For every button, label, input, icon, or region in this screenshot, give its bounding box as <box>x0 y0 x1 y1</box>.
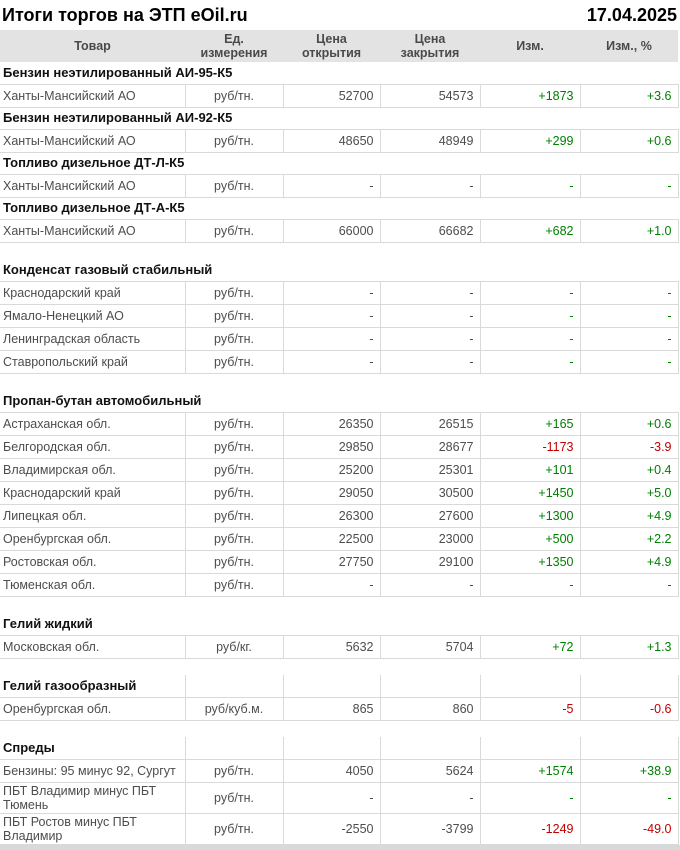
product-cell: Ханты-Мансийский АО <box>0 129 185 152</box>
product-cell: Владимирская обл. <box>0 458 185 481</box>
change-pct-cell: - <box>580 782 678 813</box>
col-header-close-price: Цена закрытия <box>380 30 480 62</box>
section-title: Пропан-бутан автомобильный <box>0 390 678 412</box>
table-row <box>0 782 678 813</box>
change-cell: +1350 <box>480 550 580 573</box>
open-price-cell: - <box>283 327 380 350</box>
close-price-cell: - <box>380 573 480 596</box>
open-price-cell: 26300 <box>283 504 380 527</box>
change-cell: - <box>480 304 580 327</box>
change-cell: - <box>480 281 580 304</box>
unit-cell: руб/тн. <box>185 304 283 327</box>
table-row <box>0 129 678 152</box>
close-price-cell: 27600 <box>380 504 480 527</box>
spacer-row <box>0 596 678 613</box>
change-cell: -5 <box>480 697 580 720</box>
product-cell: Ханты-Мансийский АО <box>0 84 185 107</box>
change-cell: -1249 <box>480 813 580 844</box>
product-cell: Тюменская обл. <box>0 573 185 596</box>
change-cell: +1873 <box>480 84 580 107</box>
close-price-cell: - <box>380 782 480 813</box>
section-empty-cell <box>185 737 283 759</box>
unit-cell: руб/тн. <box>185 759 283 782</box>
change-pct-cell: - <box>580 304 678 327</box>
unit-cell: руб/тн. <box>185 129 283 152</box>
product-cell: Ямало-Ненецкий АО <box>0 304 185 327</box>
table-row <box>0 504 678 527</box>
spacer-row <box>0 373 678 390</box>
close-price-cell: 29100 <box>380 550 480 573</box>
section-title: Гелий жидкий <box>0 613 678 635</box>
open-price-cell: - <box>283 174 380 197</box>
product-cell: Оренбургская обл. <box>0 697 185 720</box>
table-row <box>0 759 678 782</box>
table-row <box>0 84 678 107</box>
section-empty-cell <box>480 675 580 697</box>
unit-cell: руб/куб.м. <box>185 697 283 720</box>
product-cell: Оренбургская обл. <box>0 527 185 550</box>
table-row <box>0 281 678 304</box>
section-header-row <box>0 62 678 84</box>
change-pct-cell: +0.4 <box>580 458 678 481</box>
title-bar <box>0 0 680 30</box>
section-empty-cell <box>283 737 380 759</box>
section-title: Бензин неэтилированный АИ-92-К5 <box>0 107 678 129</box>
col-header-open-price: Цена открытия <box>283 30 380 62</box>
close-price-cell: 54573 <box>380 84 480 107</box>
change-cell: - <box>480 350 580 373</box>
change-cell: +500 <box>480 527 580 550</box>
section-header-row <box>0 259 678 281</box>
section-header-row <box>0 675 678 697</box>
section-title: Гелий газообразный <box>0 675 185 697</box>
close-price-cell: - <box>380 281 480 304</box>
change-cell: +165 <box>480 412 580 435</box>
unit-cell: руб/тн. <box>185 813 283 844</box>
table-row <box>0 174 678 197</box>
product-cell: Краснодарский край <box>0 481 185 504</box>
col-header-change: Изм. <box>480 30 580 62</box>
open-price-cell: - <box>283 350 380 373</box>
open-price-cell: 26350 <box>283 412 380 435</box>
table-header <box>0 30 678 62</box>
change-pct-cell: +0.6 <box>580 412 678 435</box>
section-header-row <box>0 107 678 129</box>
header-row <box>0 30 678 62</box>
section-title: Топливо дизельное ДТ-А-К5 <box>0 197 678 219</box>
table-row <box>0 350 678 373</box>
change-cell: +72 <box>480 635 580 658</box>
close-price-cell: - <box>380 174 480 197</box>
change-pct-cell: - <box>580 350 678 373</box>
report-date: 17.04.2025 <box>586 4 677 25</box>
change-cell: +1300 <box>480 504 580 527</box>
unit-cell: руб/тн. <box>185 84 283 107</box>
table-row <box>0 458 678 481</box>
change-cell: +101 <box>480 458 580 481</box>
change-pct-cell: -3.9 <box>580 435 678 458</box>
open-price-cell: - <box>283 281 380 304</box>
section-empty-cell <box>380 737 480 759</box>
unit-cell: руб/тн. <box>185 435 283 458</box>
spacer-row <box>0 242 678 259</box>
product-cell: ПБТ Ростов минус ПБТ Владимир <box>0 813 185 844</box>
product-cell: Липецкая обл. <box>0 504 185 527</box>
table-row <box>0 573 678 596</box>
spacer-cell <box>0 242 678 259</box>
open-price-cell: - <box>283 782 380 813</box>
section-title: Бензин неэтилированный АИ-95-К5 <box>0 62 678 84</box>
open-price-cell: 5632 <box>283 635 380 658</box>
product-cell: Ханты-Мансийский АО <box>0 219 185 242</box>
product-cell: Белгородская обл. <box>0 435 185 458</box>
change-pct-cell: +0.6 <box>580 129 678 152</box>
unit-cell: руб/кг. <box>185 635 283 658</box>
col-header-change-pct: Изм., % <box>580 30 678 62</box>
open-price-cell: 29050 <box>283 481 380 504</box>
change-pct-cell: +4.9 <box>580 504 678 527</box>
section-empty-cell <box>480 737 580 759</box>
table-row <box>0 481 678 504</box>
open-price-cell: 29850 <box>283 435 380 458</box>
change-cell: - <box>480 327 580 350</box>
section-title: Конденсат газовый стабильный <box>0 259 678 281</box>
change-pct-cell: - <box>580 327 678 350</box>
unit-cell: руб/тн. <box>185 481 283 504</box>
table-row <box>0 697 678 720</box>
col-header-product: Товар <box>0 30 185 62</box>
unit-cell: руб/тн. <box>185 782 283 813</box>
unit-cell: руб/тн. <box>185 350 283 373</box>
close-price-cell: - <box>380 304 480 327</box>
change-pct-cell: +4.9 <box>580 550 678 573</box>
section-empty-cell <box>380 675 480 697</box>
section-title: Топливо дизельное ДТ-Л-К5 <box>0 152 678 174</box>
table-row <box>0 550 678 573</box>
close-price-cell: 860 <box>380 697 480 720</box>
product-cell: ПБТ Владимир минус ПБТ Тюмень <box>0 782 185 813</box>
change-pct-cell: - <box>580 174 678 197</box>
unit-cell: руб/тн. <box>185 550 283 573</box>
change-cell: -1173 <box>480 435 580 458</box>
section-empty-cell <box>283 675 380 697</box>
table-body <box>0 62 678 844</box>
unit-cell: руб/тн. <box>185 281 283 304</box>
product-cell: Ростовская обл. <box>0 550 185 573</box>
section-header-row <box>0 390 678 412</box>
change-pct-cell: +2.2 <box>580 527 678 550</box>
change-cell: +1450 <box>480 481 580 504</box>
spacer-cell <box>0 596 678 613</box>
open-price-cell: - <box>283 304 380 327</box>
open-price-cell: 4050 <box>283 759 380 782</box>
close-price-cell: 66682 <box>380 219 480 242</box>
col-header-unit: Ед. измерения <box>185 30 283 62</box>
unit-cell: руб/тн. <box>185 219 283 242</box>
unit-cell: руб/тн. <box>185 412 283 435</box>
spacer-cell <box>0 720 678 737</box>
table-row <box>0 813 678 844</box>
page-title: Итоги торгов на ЭТП eOil.ru <box>2 4 248 25</box>
table-row <box>0 304 678 327</box>
spacer-row <box>0 658 678 675</box>
close-price-cell: 25301 <box>380 458 480 481</box>
table-row <box>0 635 678 658</box>
product-cell: Московская обл. <box>0 635 185 658</box>
section-empty-cell <box>185 675 283 697</box>
trading-results-table <box>0 30 679 845</box>
change-cell: +1574 <box>480 759 580 782</box>
unit-cell: руб/тн. <box>185 458 283 481</box>
change-pct-cell: - <box>580 281 678 304</box>
change-pct-cell: +38.9 <box>580 759 678 782</box>
change-pct-cell: +5.0 <box>580 481 678 504</box>
section-empty-cell <box>580 675 678 697</box>
product-cell: Ставропольский край <box>0 350 185 373</box>
close-price-cell: 26515 <box>380 412 480 435</box>
close-price-cell: 5704 <box>380 635 480 658</box>
change-pct-cell: +1.0 <box>580 219 678 242</box>
unit-cell: руб/тн. <box>185 174 283 197</box>
section-header-row <box>0 737 678 759</box>
unit-cell: руб/тн. <box>185 527 283 550</box>
open-price-cell: 27750 <box>283 550 380 573</box>
unit-cell: руб/тн. <box>185 573 283 596</box>
open-price-cell: -2550 <box>283 813 380 844</box>
close-price-cell: - <box>380 350 480 373</box>
unit-cell: руб/тн. <box>185 327 283 350</box>
change-cell: - <box>480 174 580 197</box>
spacer-cell <box>0 658 678 675</box>
change-cell: +682 <box>480 219 580 242</box>
change-pct-cell: -0.6 <box>580 697 678 720</box>
change-pct-cell: +1.3 <box>580 635 678 658</box>
table-row <box>0 219 678 242</box>
section-empty-cell <box>580 737 678 759</box>
table-row <box>0 327 678 350</box>
open-price-cell: 66000 <box>283 219 380 242</box>
section-header-row <box>0 197 678 219</box>
change-pct-cell: -49.0 <box>580 813 678 844</box>
product-cell: Ленинградская область <box>0 327 185 350</box>
product-cell: Астраханская обл. <box>0 412 185 435</box>
close-price-cell: 48949 <box>380 129 480 152</box>
spacer-cell <box>0 373 678 390</box>
open-price-cell: 52700 <box>283 84 380 107</box>
change-cell: +299 <box>480 129 580 152</box>
change-cell: - <box>480 573 580 596</box>
table-row <box>0 527 678 550</box>
close-price-cell: 23000 <box>380 527 480 550</box>
change-pct-cell: +3.6 <box>580 84 678 107</box>
product-cell: Бензины: 95 минус 92, Сургут <box>0 759 185 782</box>
spacer-row <box>0 720 678 737</box>
change-cell: - <box>480 782 580 813</box>
product-cell: Ханты-Мансийский АО <box>0 174 185 197</box>
product-cell: Краснодарский край <box>0 281 185 304</box>
section-header-row <box>0 152 678 174</box>
open-price-cell: 25200 <box>283 458 380 481</box>
close-price-cell: 5624 <box>380 759 480 782</box>
change-pct-cell: - <box>580 573 678 596</box>
section-header-row <box>0 613 678 635</box>
open-price-cell: - <box>283 573 380 596</box>
open-price-cell: 48650 <box>283 129 380 152</box>
close-price-cell: -3799 <box>380 813 480 844</box>
section-title: Спреды <box>0 737 185 759</box>
close-price-cell: - <box>380 327 480 350</box>
open-price-cell: 22500 <box>283 527 380 550</box>
close-price-cell: 30500 <box>380 481 480 504</box>
table-row <box>0 412 678 435</box>
close-price-cell: 28677 <box>380 435 480 458</box>
unit-cell: руб/тн. <box>185 504 283 527</box>
table-row <box>0 435 678 458</box>
open-price-cell: 865 <box>283 697 380 720</box>
